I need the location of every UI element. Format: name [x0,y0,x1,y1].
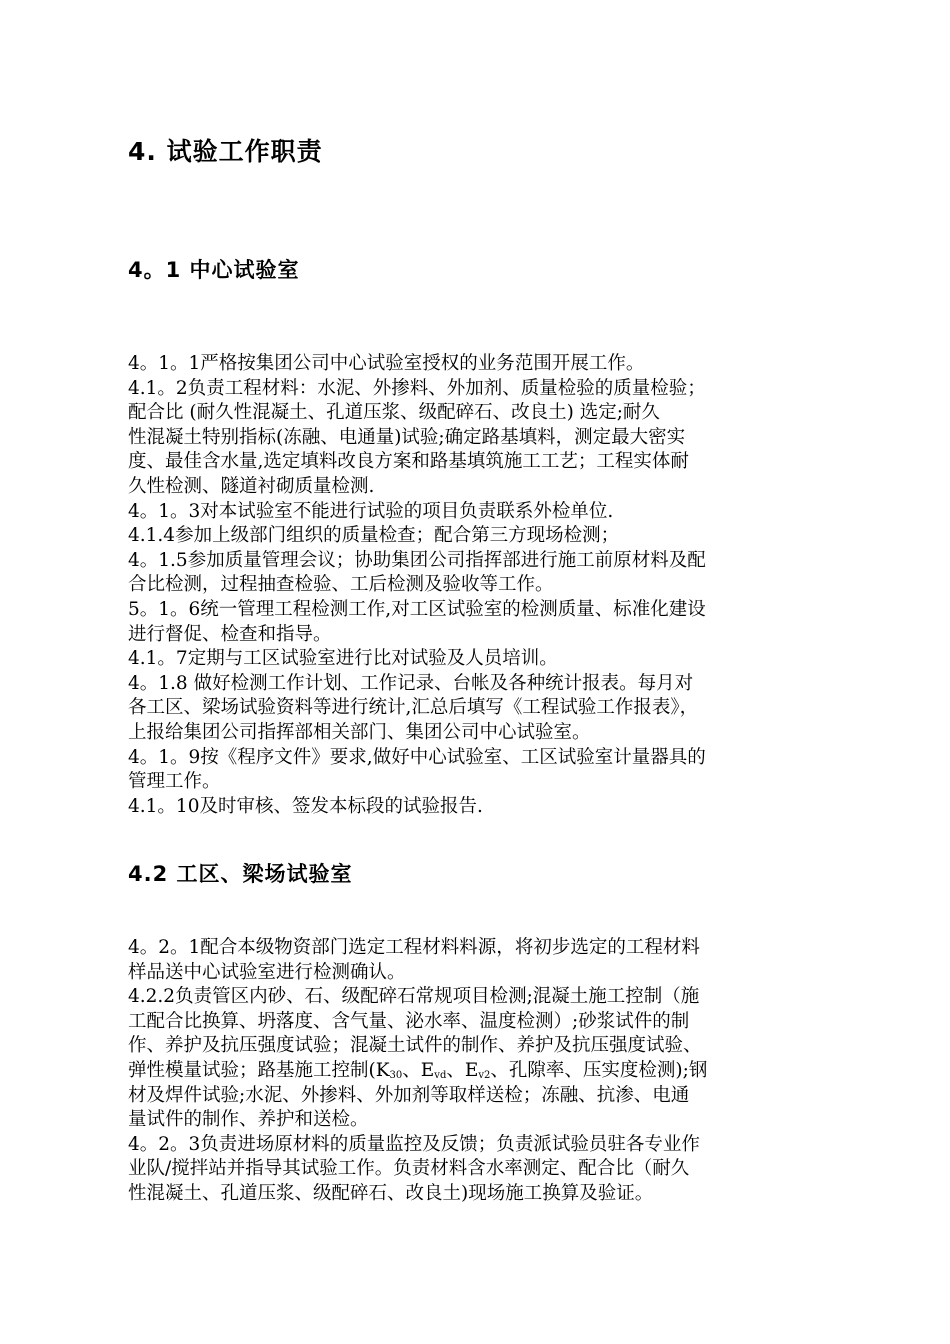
text-run: 、E [402,1059,435,1081]
text-run: 、孔隙率、压实度检测);钢 [490,1059,708,1081]
paragraph-line: 4。1。9按《程序文件》要求,做好中心试验室、工区试验室计量器具的 [128,746,706,768]
section-body-site-lab [128,936,828,1207]
paragraph-line: 配合比 (耐久性混凝土、孔道压浆、级配碎石、改良土) 选定;耐久 [128,402,660,424]
paragraph-line: 度、最佳含水量,选定填料改良方案和路基填筑施工工艺；工程实体耐 [128,451,689,473]
paragraph-line: 工配合比换算、坍落度、含气量、泌水率、温度检测）;砂浆试件的制 [128,1010,690,1032]
section-heading-site-lab: 4.2 工区、梁场试验室 [128,862,353,886]
paragraph-line: 4。1.5参加质量管理会议；协助集团公司指挥部进行施工前原材料及配 [128,549,706,571]
paragraph-line: 上报给集团公司指挥部相关部门、集团公司中心试验室。 [128,721,591,743]
paragraph-line: 量试件的制作、养护和送检。 [128,1109,369,1131]
paragraph-line: 进行督促、检查和指导。 [128,623,332,645]
paragraph-line: 管理工作。 [128,771,221,793]
paragraph-line: 各工区、梁场试验资料等进行统计,汇总后填写《工程试验工作报表》， [128,697,699,719]
paragraph-line: 4。2。3负责进场原材料的质量监控及反馈；负责派试验员驻各专业作 [128,1133,700,1155]
chapter-heading: 4. 试验工作职责 [128,137,323,166]
paragraph-line: 4。2。1配合本级物资部门选定工程材料料源，将初步选定的工程材料 [128,937,700,958]
paragraph-line: 4。1.8 做好检测工作计划、工作记录、台帐及各种统计报表。每月对 [128,672,694,694]
paragraph-line: 4.1.4参加上级部门组织的质量检查；配合第三方现场检测； [128,525,620,547]
paragraph-line: 性混凝土、孔道压浆、级配碎石、改良土)现场施工换算及验证。 [128,1182,654,1204]
section-heading-central-lab: 4。1 中心试验室 [128,258,300,282]
section-body-central-lab [128,352,828,819]
paragraph-line: 作、养护及抗压强度试验；混凝土试件的制作、养护及抗压强度试验、 [128,1035,702,1057]
paragraph-line: 样品送中心试验室进行检测确认。 [128,961,406,983]
paragraph-line-with-subscripts [128,1059,828,1084]
paragraph-line: 性混凝土特别指标(冻融、电通量)试验;确定路基填料，测定最大密实 [128,426,686,448]
subscript: v2 [478,1069,491,1081]
subscript: vd [434,1069,447,1081]
paragraph-line: 合比检测，过程抽查检验、工后检测及验收等工作。 [128,574,554,596]
text-run: 、E [446,1059,479,1081]
subscript: 30 [389,1069,403,1081]
paragraph-line: 4.1。2负责工程材料：水泥、外掺料、外加剂、质量检验的质量检验； [128,377,706,399]
paragraph-line: 材及焊件试验;水泥、外掺料、外加剂等取样送检；冻融、抗渗、电通 [128,1084,690,1106]
paragraph-line: 4。1。1严格按集团公司中心试验室授权的业务范围开展工作。 [128,353,645,374]
paragraph-line: 4.2.2负责管区内砂、石、级配碎石常规项目检测;混凝土施工控制（施 [128,986,700,1008]
paragraph-line: 4.1。10及时审核、签发本标段的试验报告. [128,795,483,817]
paragraph-line: 久性检测、隧道衬砌质量检测. [128,475,375,497]
text-run: 弹性模量试验；路基施工控制(K [128,1059,390,1081]
paragraph-line: 4。1。3对本试验室不能进行试验的项目负责联系外检单位. [128,500,614,522]
paragraph-line: 业队/搅拌站并指导其试验工作。负责材料含水率测定、配合比（耐久 [128,1158,690,1180]
paragraph-line: 4.1。7定期与工区试验室进行比对试验及人员培训。 [128,648,558,670]
paragraph-line: 5。1。6统一管理工程检测工作,对工区试验室的检测质量、标准化建设 [128,598,706,620]
